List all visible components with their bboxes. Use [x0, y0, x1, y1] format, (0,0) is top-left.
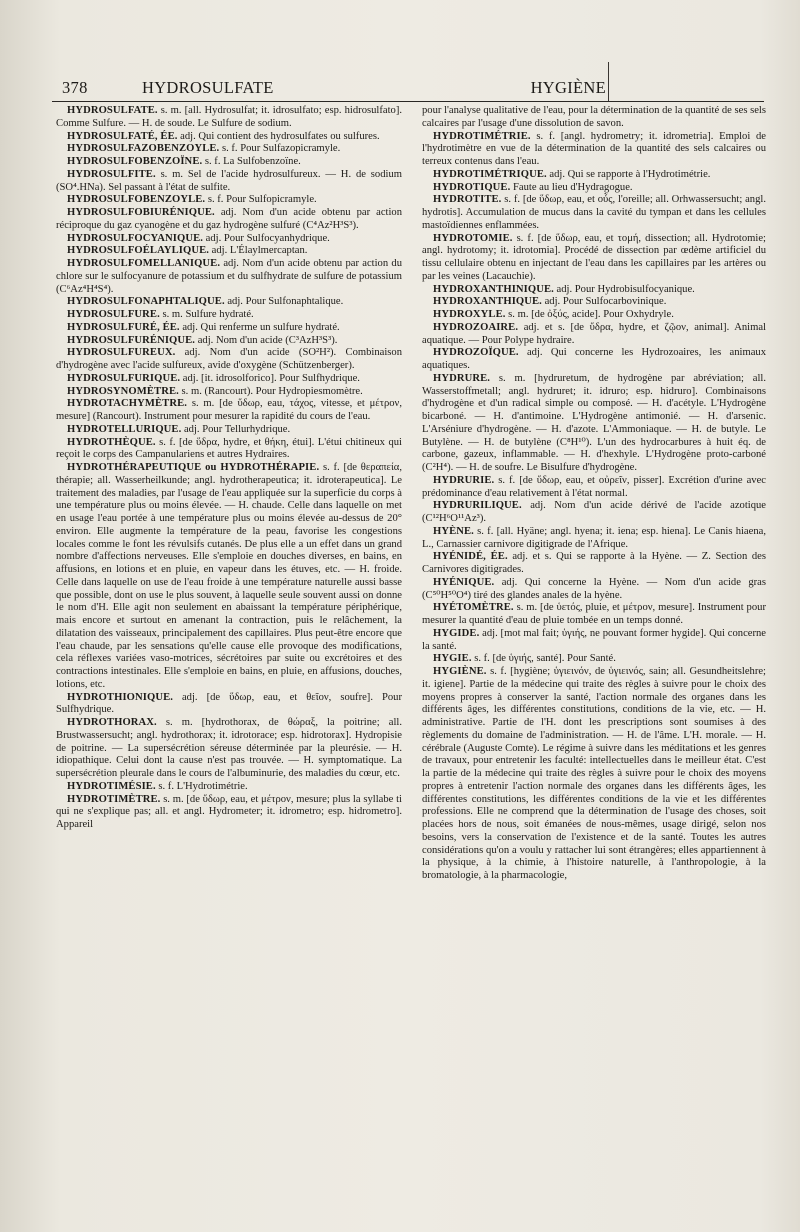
- entry-definition: adj. Nom d'un acide (SO²H²). Combinaison d'hydrogène avec l'acide sulfureux, avide d'oxygène (Schützenberger).: [56, 347, 402, 371]
- dictionary-entry: [56, 309, 402, 322]
- entry-headword: HYDROTHORAX.: [67, 717, 157, 728]
- entry-headword: HYDROXANTHIQUE.: [433, 296, 542, 308]
- entry-headword: HYDROXYLE.: [433, 309, 506, 320]
- entry-headword: HYDROSULFURIQUE.: [67, 372, 181, 384]
- dictionary-entry: [56, 296, 402, 309]
- entry-definition: s. m. Sulfure hydraté.: [162, 309, 254, 320]
- entry-headword: HYDROSULFOBIURÉNIQUE.: [67, 207, 215, 218]
- dictionary-entry: [422, 347, 766, 373]
- entry-headword: HYDROSULFAZOBENZOYLE.: [67, 143, 220, 155]
- entry-headword: HYGIÈNE.: [433, 666, 487, 677]
- entry-headword: HYDROTIMÉTRIQUE.: [433, 168, 547, 180]
- entry-headword: HYDROTHÉRAPEUTIQUE ou HYDROTHÉRAPIE.: [67, 462, 320, 473]
- entry-definition: s. f. [de ὕδωρ, eau, et οὐρεῖν, pisser]. Excrétion d'urine avec prédominance d'eau relativement à l'état normal.: [422, 474, 766, 499]
- entry-headword: HYDROSULFOÉLAYLIQUE.: [67, 245, 210, 257]
- entry-headword: HYÈNE.: [433, 525, 474, 537]
- dictionary-entry: [56, 194, 402, 207]
- entry-headword: HYDROSULFURÉNIQUE.: [67, 334, 196, 346]
- entry-definition: adj. Pour Sulfocarbovinique.: [544, 296, 667, 308]
- entry-definition: adj. Nom d'un acide (C³AzH³S³).: [197, 334, 338, 346]
- entry-definition: adj. Qui concerne la Hyène. — Nom d'un acide gras (C⁵⁰H⁵⁰O⁴) tiré des glandes anales de la hyène.: [422, 576, 766, 601]
- entry-headword: HYDROSULFONAPHTALIQUE.: [67, 296, 225, 308]
- dictionary-entry: [422, 284, 766, 297]
- header-rule: [52, 101, 764, 102]
- entry-definition: s. m. Sel de l'acide hydrosulfureux. — H. de sodium (SO⁴.HNa). Sel passant à l'état de sulfite.: [56, 168, 402, 193]
- dictionary-entry: [422, 309, 766, 322]
- entry-headword: HYDROZOÏQUE.: [433, 347, 519, 359]
- entry-definition: adj. Qui renferme un sulfure hydraté.: [182, 321, 340, 333]
- dictionary-entry: [56, 692, 402, 718]
- entry-headword: HYDROTIMÈTRE.: [67, 793, 161, 805]
- entry-definition: adj. Nom d'un acide obtenu par action réciproque du gaz cyanogène et du gaz hydrogène sulfuré (C⁴Az²H³S³).: [56, 207, 403, 231]
- left-column: [56, 105, 402, 832]
- dictionary-entry: [56, 437, 402, 463]
- header-right-title: HYGIÈNE: [530, 78, 606, 97]
- dictionary-entry: [422, 373, 766, 475]
- entry-definition: adj. Pour Tellurhydrique.: [183, 423, 291, 435]
- dictionary-entry: [56, 156, 402, 169]
- entry-headword: HYDRURILIQUE.: [433, 500, 522, 512]
- entry-headword: HYDROZOAIRE.: [433, 321, 519, 333]
- entry-definition: s. m. [de ὕδωρ, eau, et μέτρον, mesure; plus la syllabe ti qui ne s'explique pas; all. et angl. Hydrometer; it. idrometro; esp. hidrometro]. Appareil: [56, 793, 402, 830]
- dictionary-entry: [422, 296, 766, 309]
- entry-headword: HYGIDE.: [433, 627, 480, 639]
- dictionary-entry: [56, 105, 402, 131]
- dictionary-entry: [56, 781, 402, 794]
- entry-headword: HYÉNIQUE.: [433, 576, 495, 588]
- dictionary-entry: [422, 577, 766, 603]
- entry-definition: s. m. [all. Hydrosulfat; it. idrosulfato; esp. hidrosulfato]. Comme Sulfure. — H. de soude. Le Sulfure de sodium.: [56, 105, 402, 129]
- entry-headword: HYDROTIMÉSIE.: [67, 780, 156, 792]
- entry-definition: adj. Nom d'un acide dérivé de l'acide azotique (C¹²H⁶O¹¹Az³).: [422, 500, 766, 524]
- entry-definition: Faute au lieu d'Hydragogue.: [512, 181, 633, 193]
- entry-headword: HYDROSULFOCYANIQUE.: [67, 232, 204, 244]
- dictionary-entry: [56, 462, 402, 692]
- dictionary-entry: [422, 233, 766, 284]
- header-tick-mark: [608, 62, 609, 102]
- entry-headword: HYDROSULFURÉ, ÉE.: [67, 321, 180, 333]
- entry-headword: HYÉNIDÉ, ÉE.: [433, 551, 508, 563]
- dictionary-entry: [422, 475, 766, 501]
- running-header: [52, 78, 762, 100]
- dictionary-entry: [56, 424, 402, 437]
- entry-definition: s. f. [de ὑγιής, santé]. Pour Santé.: [474, 653, 616, 665]
- entry-definition: s. f. Pour Sulfopicramyle.: [207, 194, 317, 206]
- entry-definition: s. f. [de ὕδρα, hydre, et θήκη, étui]. L'étui chitineux qui reçoit le corps des Campanulariens et autres Hydraires.: [56, 436, 402, 461]
- entry-headword: HYDROSULFUREUX.: [67, 347, 176, 359]
- entry-definition: s. m. (Rancourt). Pour Hydropiesmomètre.: [181, 385, 363, 397]
- entry-headword: HYDROSULFATÉ, ÉE.: [67, 130, 178, 142]
- dictionary-entry: [56, 322, 402, 335]
- page-number: 378: [62, 78, 88, 97]
- entry-headword: HYDROSULFITE.: [67, 168, 156, 180]
- entry-definition: s. f. [hygiène; ὑγιεινόν, de ὑγιεινός, sain; all. Gesundheitslehre; it. igiene]. Partie de la médecine qui traite des règles à suivre pour le choix des moyens propres à conserver la santé, l'action normale des organes dans les différents âges, les différentes constitutions, conditions de la vie, etc. — H. administrative. Partie de l'H. dont les prescriptions sont soumises à des règlements du domaine de l'administration. — H. de l'âme. L'H. morale. — H. cérébrale (Auguste Comte). Le régime à suivre dans les méditations et les genres de travaux, pour entretenir les faculté: intellectuelles dans le meilleur état. C'est la partie de la médecine qui traite des règles à suivre pour le choix des moyens propres à entretenir l'action normale des organes dans les différents âges, les différentes constitutions, les différentes conditions de la vie et les différentes professions. Elle ne comprend que la détermination de l'usage des choses, soit placées hors de nous, soit émanées de nous-mêmes, usage dirigé, selon nos besoins, vers la conservation de l'existence et de la santé. Toutes les autres considérations qu'on a voulu y rattacher lui sont étrangères; elles appartiennent à la physique, à la chimie, à l'histoire naturelle, à l'anthropologie, à la bromatologie, à la pharmacologie,: [422, 666, 767, 881]
- dictionary-entry: [56, 794, 402, 832]
- entry-headword: HYDROSULFOBENZOÏNE.: [67, 156, 203, 167]
- entry-headword: HYDROTOMIE.: [433, 232, 513, 244]
- entry-headword: HYGIE.: [433, 653, 472, 665]
- dictionary-entry: [422, 500, 766, 526]
- dictionary-entry: [422, 653, 766, 666]
- dictionary-entry: [56, 245, 402, 258]
- entry-definition: s. m. [hydruretum, de hydrogène par abréviation; all. Wasserstoffmetall; angl. hydruret; it. idruro; esp. hidruro]. Combinaisons d'hydrogène et d'un radical simple ou composé. — H. d'acétyle. L'Hydrogène bicarboné. — H. d'antimoine. L'Hydrogène antimonié. — H. d'arsenic. L'Arséniure d'hydrogène. — H. d'azote. L'Ammoniaque. — H. de butyle. Le Butylène. — H. de butylène (C⁸H¹⁰). L'un des hydrocarbures à huit éq. de carbone, gazeux, inflammable. — H. d'hexhyle. L'Hydrogène proto-carboné (C²H⁴). — H. de soufre. Le Bisulfure d'hydrogène.: [422, 372, 767, 473]
- entry-headword: HYDROTACHYMÈTRE.: [67, 398, 187, 410]
- dictionary-entry: [422, 322, 766, 348]
- dictionary-entry: [56, 335, 402, 348]
- entry-headword: HYDROXANTHINIQUE.: [433, 283, 554, 295]
- entry-headword: HYDROTHIONIQUE.: [67, 691, 173, 703]
- entry-definition: adj. [mot mal fait; ὑγιής, ne pouvant former hygide]. Qui concerne la santé.: [422, 627, 766, 652]
- entry-definition: s. f. [angl. hydrometry; it. idrometria]. Emploi de l'hydrotimètre en vue de la détermination de la quantité des sels calcaires ou terreux contenus dans l'eau.: [422, 130, 766, 167]
- dictionary-entry: [422, 526, 766, 552]
- entry-headword: HYDROTELLURIQUE.: [67, 423, 182, 435]
- entry-definition: s. f. [de ὕδωρ, eau, et τομή, dissection; all. Hydrotomie; angl. hydrotomy; it. idrotomia]. Procédé de dissection par œdème artificiel du tissu cellulaire obtenu en injectant de l'eau dans les capillaires par les artères ou par les veines (Lacauchie).: [422, 232, 766, 282]
- dictionary-entry: [56, 131, 402, 144]
- dictionary-entry: [56, 347, 402, 373]
- dictionary-entry: [422, 194, 766, 232]
- entry-definition: adj. Qui contient des hydrosulfates ou sulfures.: [180, 130, 380, 142]
- entry-headword: HYDROSULFURE.: [67, 309, 160, 320]
- dictionary-entry: [422, 169, 766, 182]
- entry-definition: s. f. Pour Sulfazopicramyle.: [221, 143, 341, 155]
- entry-definition: adj. Pour Sulfonaphtalique.: [227, 296, 344, 308]
- dictionary-entry: [56, 233, 402, 246]
- entry-definition: adj. et s. [de ὕδρα, hydre, et ζῷον, animal]. Animal aquatique. — Pour Polype hydraire.: [422, 321, 767, 346]
- entry-definition: s. m. [de ὑετός, pluie, et μέτρον, mesure]. Instrument pour mesurer la quantité d'eau de pluie tombée en un temps donné.: [422, 602, 766, 626]
- dictionary-entry: [56, 717, 402, 781]
- entry-definition: s. m. [hydrothorax, de θώραξ, la poitrine; all. Brustwassersucht; angl. hydrothorax; it. idrotorace; esp. hidrotorax]. Hydropisie de poitrine. — La supersécrétion séreuse déterminée par la pleurésie. — H. idiopathique. Celui dont la cause n'est pas trouvée. — H. symptomatique. La supersécrétion pleurale dans le cours de l'albuminurie, des maladies du cœur, etc.: [56, 717, 402, 779]
- entry-headword: HYDROTIQUE.: [433, 181, 511, 193]
- entry-definition: s. f. [all. Hyäne; angl. hyena; it. iena; esp. hiena]. Le Canis hiaena, L., Carnassier carnivore digitigrade de l'Afrique.: [422, 525, 766, 550]
- entry-definition: adj. Pour Sulfocyanhydrique.: [205, 232, 330, 244]
- entry-definition: s. m. [de ὕδωρ, eau, τάχος, vitesse, et μέτρον, mesure] (Rancourt). Instrument pour mesurer la rapidité du cours de l'eau.: [56, 398, 402, 422]
- right-column: [422, 105, 766, 883]
- entry-headword: HYÉTOMÈTRE.: [433, 602, 514, 614]
- entry-headword: HYDROTHÈQUE.: [67, 436, 156, 448]
- entry-definition: adj. Nom d'un acide obtenu par action du chlore sur le sulfocyanure de potassium et du sulfhydrate de sulfure de potassium (C⁶Az⁴H⁴S⁴).: [56, 258, 402, 295]
- entry-headword: HYDRURE.: [433, 372, 491, 384]
- dictionary-entry: [56, 143, 402, 156]
- entry-headword: HYDRURIE.: [433, 474, 495, 486]
- header-left-title: HYDROSULFATE: [142, 78, 274, 97]
- dictionary-entry: [56, 207, 402, 233]
- dictionary-entry: [56, 373, 402, 386]
- dictionary-entry: [56, 169, 402, 195]
- entry-headword: HYDROSULFATE.: [67, 105, 158, 116]
- entry-headword: HYDROSULFOMELLANIQUE.: [67, 258, 221, 269]
- entry-definition: adj. Qui se rapporte à l'Hydrotimétrie.: [549, 168, 711, 180]
- entry-definition: adj. et s. Qui se rapporte à la Hyène. — Z. Section des Carnivores digitigrades.: [422, 551, 766, 575]
- dictionary-entry: [56, 258, 402, 296]
- dictionary-entry: [56, 386, 402, 399]
- entry-definition: adj. [it. idrosolforico]. Pour Sulfhydrique.: [182, 372, 360, 384]
- entry-headword: HYDROSYNOMÈTRE.: [67, 385, 179, 397]
- dictionary-entry: [422, 131, 766, 169]
- dictionary-entry: [422, 602, 766, 628]
- entry-definition: adj. Qui concerne les Hydrozoaires, les animaux aquatiques.: [422, 347, 767, 371]
- dictionary-entry: [56, 398, 402, 424]
- entry-definition: s. f. La Sulfobenzoïne.: [204, 156, 301, 167]
- entry-definition: s. f. [de ὕδωρ, eau, et οὖς, l'oreille; all. Orhwassersucht; angl. hydrotis]. Accumulation de mucus dans la cavité du tympan et dans les cellules mastoïdiennes enflammées.: [422, 194, 766, 231]
- entry-headword: HYDROTIMÉTRIE.: [433, 130, 531, 142]
- entry-headword: HYDROSULFOBENZOYLE.: [67, 194, 206, 206]
- entry-definition: adj. L'Élaylmercaptan.: [211, 245, 308, 257]
- entry-definition: adj. [de ὕδωρ, eau, et θεῖον, soufre]. Pour Sulfhydrique.: [56, 691, 402, 716]
- dictionary-entry: [422, 105, 766, 131]
- dictionary-entry: [422, 182, 766, 195]
- entry-definition: s. m. [de ὀξύς, acide]. Pour Oxhydryle.: [508, 309, 674, 320]
- dictionary-entry: [422, 551, 766, 577]
- entry-headword: HYDROTITE.: [433, 194, 502, 206]
- entry-definition: pour l'analyse qualitative de l'eau, pour la détermination de la quantité de ses sels calcaires par l'usage d'une dissolution de savon.: [422, 105, 766, 129]
- dictionary-entry: [422, 628, 766, 654]
- dictionary-entry: [422, 666, 766, 883]
- entry-definition: s. f. L'Hydrotimétrie.: [158, 780, 248, 792]
- entry-definition: s. f. [de θεραπεία, thérapie; all. Wasserheilkunde; angl. hydrotherapeutica; it. idroterapeutica]. Le traitement des maladies, par l'usage de l'eau appliquée sur la superficie du corps à une température plus ou moins élevée. — H. chaude. Celle dans laquelle on met en usage l'eau portée à une température plus ou moins élevée au-dessus de 20° environ. Elle augmente la température de la peau, favorise les congestions locales comme le font les révulsifs cutanés. De plus elle a un effet dans un grand nombre d'affections nerveuses. Elle s'emploie en douches diverses, en bains, en affusions, en lotions et en pluie, en vapeur dans les étuves, etc. — H. froide. Celle dans laquelle on use de l'eau froide à une température naturelle aussi basse que possible, dont on use le plus souvent, à laquelle seule souvent aussi on donne le nom d'H. Elle agit non seulement en abaissant la température périphérique, mais encore et surtout en amenant la contraction, puis le relâchement, la dilatation des vaisseaux, principalement des capillaires. Plus peut-être encore que l'eau chaude, par les sensations qu'elle cause elle provoque des modifications, cela réflexes variées vaso-motrices, sécrétoires par suite ou excrétoires et des contractions intestinales. Elle s'emploie en bains, en pluie, en affusions, douches, lotions, etc.: [56, 462, 402, 690]
- entry-definition: adj. Pour Hydrobisulfocyanique.: [556, 283, 695, 295]
